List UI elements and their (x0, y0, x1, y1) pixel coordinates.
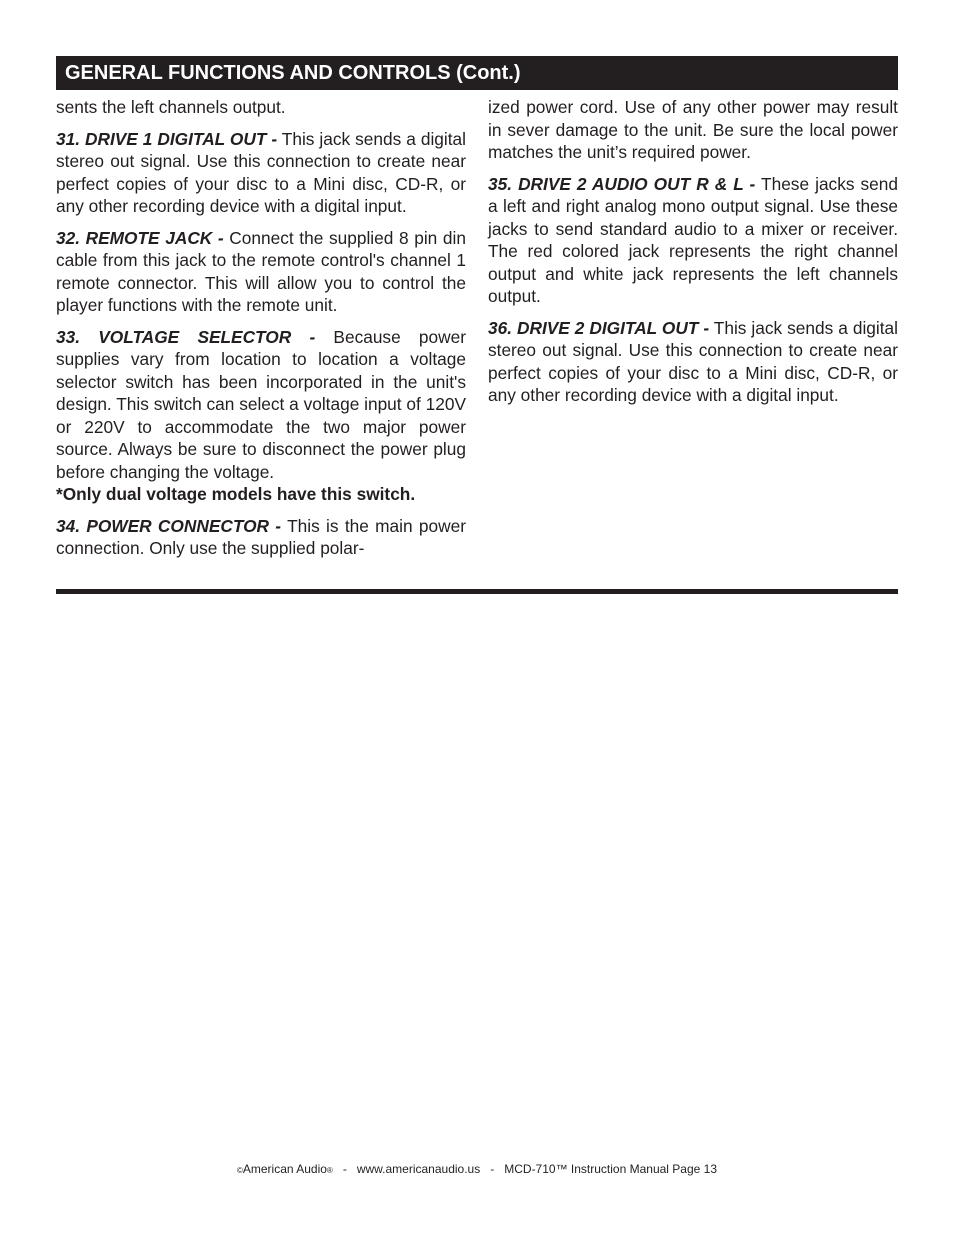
item-34-text: This is the main power connection. Only use the supplied polar- (56, 515, 466, 558)
continuation-text: ized power cord. Use of any other power may result in sever damage to the unit. Be sure the local power matches the unit’s required power. (488, 97, 898, 162)
item-31-drive-1-digital-out (56, 128, 466, 218)
page-footer (0, 1161, 954, 1179)
section-divider (56, 589, 898, 594)
item-33-note: *Only dual voltage models have this switch. (56, 484, 416, 504)
item-32-remote-jack (56, 227, 466, 317)
item-32-text: Connect the supplied 8 pin din cable from this jack to the remote control's channel 1 remote connector. This will allow you to control the player functions with the remote unit. (56, 227, 466, 315)
item-35-drive-2-audio-out (488, 173, 898, 308)
item-33-heading: 33. VOLTAGE SELECTOR - (56, 326, 316, 347)
continuation-text: sents the left channels output. (56, 97, 286, 117)
item-33-text: Because power supplies vary from location to location a voltage selector switch has been incorporated in the unit's design. This switch can select a voltage input of 120V or 220V to accommodate the two major power source. Always be sure to disconnect the power plug before changing the voltage. (56, 326, 466, 482)
left-column (56, 96, 466, 569)
copyright-symbol: © (236, 1166, 243, 1175)
item-33-voltage-selector (56, 326, 466, 484)
item-32-heading: 32. REMOTE JACK - (56, 227, 224, 248)
item-36-drive-2-digital-out (488, 317, 898, 407)
footer-separator: - (342, 1162, 347, 1176)
item-34-heading: 34. POWER CONNECTOR - (56, 515, 282, 536)
footer-page-label: MCD-710™ Instruction Manual Page 13 (504, 1162, 718, 1176)
item-31-heading: 31. DRIVE 1 DIGITAL OUT - (56, 128, 278, 149)
registered-symbol: ® (326, 1166, 333, 1175)
footer-separator: - (490, 1162, 495, 1176)
right-column (488, 96, 898, 416)
footer-website: www.americanaudio.us (356, 1162, 481, 1176)
section-header-bar (56, 56, 898, 90)
item-35-text: These jacks send a left and right analog mono output signal. Use these jacks to send standard audio to a mixer or receiver. The red colored jack represents the right channel output and white jack represents the left channels output. (488, 173, 898, 306)
item-36-text: This jack sends a digital stereo out signal. Use this connection to create near perfect copies of your disc to a Mini disc, CD-R, or any other recording device with a digital input. (488, 317, 898, 405)
item-36-heading: 36. DRIVE 2 DIGITAL OUT - (488, 317, 710, 338)
footer-brand: American Audio (242, 1162, 327, 1176)
item-31-text: This jack sends a digital stereo out signal. Use this connection to create near perfect copies of your disc to a Mini disc, CD-R, or any other recording device with a digital input. (56, 128, 466, 216)
item-35-heading: 35. DRIVE 2 AUDIO OUT R & L - (488, 173, 756, 194)
section-title: GENERAL FUNCTIONS AND CONTROLS (Cont.) (65, 62, 521, 84)
item-34-power-connector (56, 515, 466, 560)
